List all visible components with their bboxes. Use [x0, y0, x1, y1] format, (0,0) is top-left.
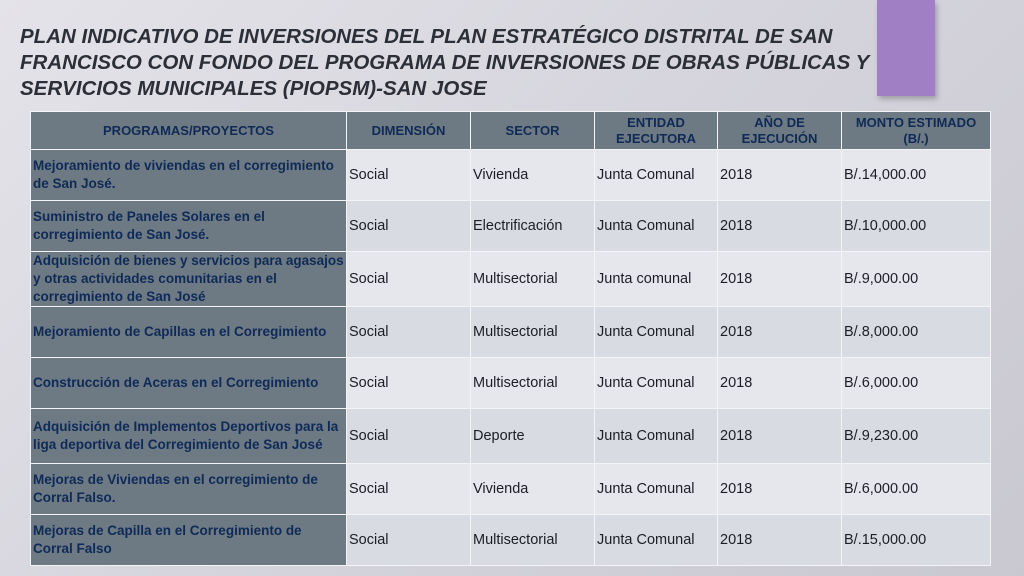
cell-ano: 2018: [718, 464, 842, 515]
cell-programa: Mejoras de Capilla en el Corregimiento de Corral Falso: [31, 515, 347, 566]
table-row: [31, 307, 991, 358]
cell-dimension: Social: [347, 201, 471, 252]
cell-ano: 2018: [718, 201, 842, 252]
cell-sector: Multisectorial: [471, 515, 595, 566]
cell-programa: Mejoramiento de Capillas en el Corregimiento: [31, 307, 347, 358]
cell-ano: 2018: [718, 409, 842, 464]
cell-dimension: Social: [347, 464, 471, 515]
cell-monto: B/.6,000.00: [842, 464, 991, 515]
cell-programa: Adquisición de Implementos Deportivos para la liga deportiva del Corregimiento de San José: [31, 409, 347, 464]
cell-programa: Mejoras de Viviendas en el corregimiento de Corral Falso.: [31, 464, 347, 515]
header-monto-estimado: MONTO ESTIMADO (B/.): [842, 112, 991, 150]
cell-sector: Multisectorial: [471, 358, 595, 409]
cell-sector: Multisectorial: [471, 252, 595, 307]
table-header-row: [31, 112, 991, 150]
cell-monto: B/.15,000.00: [842, 515, 991, 566]
table-row: [31, 409, 991, 464]
cell-dimension: Social: [347, 150, 471, 201]
cell-monto: B/.9,230.00: [842, 409, 991, 464]
cell-dimension: Social: [347, 252, 471, 307]
cell-monto: B/.9,000.00: [842, 252, 991, 307]
cell-programa: Suministro de Paneles Solares en el corregimiento de San José.: [31, 201, 347, 252]
cell-entidad: Junta Comunal: [595, 515, 718, 566]
investment-plan-table: [30, 111, 991, 566]
cell-sector: Deporte: [471, 409, 595, 464]
cell-entidad: Junta Comunal: [595, 409, 718, 464]
cell-ano: 2018: [718, 358, 842, 409]
cell-ano: 2018: [718, 515, 842, 566]
header-entidad-ejecutora: ENTIDAD EJECUTORA: [595, 112, 718, 150]
header-programas-proyectos: PROGRAMAS/PROYECTOS: [31, 112, 347, 150]
table-row: [31, 252, 991, 307]
cell-ano: 2018: [718, 252, 842, 307]
table-row: [31, 515, 991, 566]
cell-ano: 2018: [718, 150, 842, 201]
cell-programa: Construcción de Aceras en el Corregimiento: [31, 358, 347, 409]
cell-dimension: Social: [347, 409, 471, 464]
cell-monto: B/.8,000.00: [842, 307, 991, 358]
cell-entidad: Junta Comunal: [595, 358, 718, 409]
cell-programa: Adquisición de bienes y servicios para agasajos y otras actividades comunitarias en el corregimiento de San José: [31, 252, 347, 307]
cell-dimension: Social: [347, 307, 471, 358]
table-row: [31, 201, 991, 252]
header-dimension: DIMENSIÓN: [347, 112, 471, 150]
cell-sector: Vivienda: [471, 464, 595, 515]
cell-entidad: Junta Comunal: [595, 201, 718, 252]
header-sector: SECTOR: [471, 112, 595, 150]
cell-sector: Multisectorial: [471, 307, 595, 358]
cell-entidad: Junta comunal: [595, 252, 718, 307]
table-row: [31, 464, 991, 515]
header-ano-ejecucion: AÑO DE EJECUCIÓN: [718, 112, 842, 150]
cell-monto: B/.10,000.00: [842, 201, 991, 252]
cell-sector: Electrificación: [471, 201, 595, 252]
cell-entidad: Junta Comunal: [595, 464, 718, 515]
page-title: PLAN INDICATIVO DE INVERSIONES DEL PLAN ESTRATÉGICO DISTRITAL DE SAN FRANCISCO CON FONDO DEL PROGRAMA DE INVERSIONES DE OBRAS PÚBLICAS Y SERVICIOS MUNICIPALES (PIOPSM)-SAN JOSE: [20, 25, 869, 100]
table-row: [31, 150, 991, 201]
cell-monto: B/.6,000.00: [842, 358, 991, 409]
decorative-accent-block: [877, 0, 935, 96]
cell-dimension: Social: [347, 358, 471, 409]
cell-sector: Vivienda: [471, 150, 595, 201]
cell-ano: 2018: [718, 307, 842, 358]
cell-monto: B/.14,000.00: [842, 150, 991, 201]
cell-entidad: Junta Comunal: [595, 150, 718, 201]
cell-programa: Mejoramiento de viviendas en el corregimiento de San José.: [31, 150, 347, 201]
cell-dimension: Social: [347, 515, 471, 566]
table-row: [31, 358, 991, 409]
cell-entidad: Junta Comunal: [595, 307, 718, 358]
